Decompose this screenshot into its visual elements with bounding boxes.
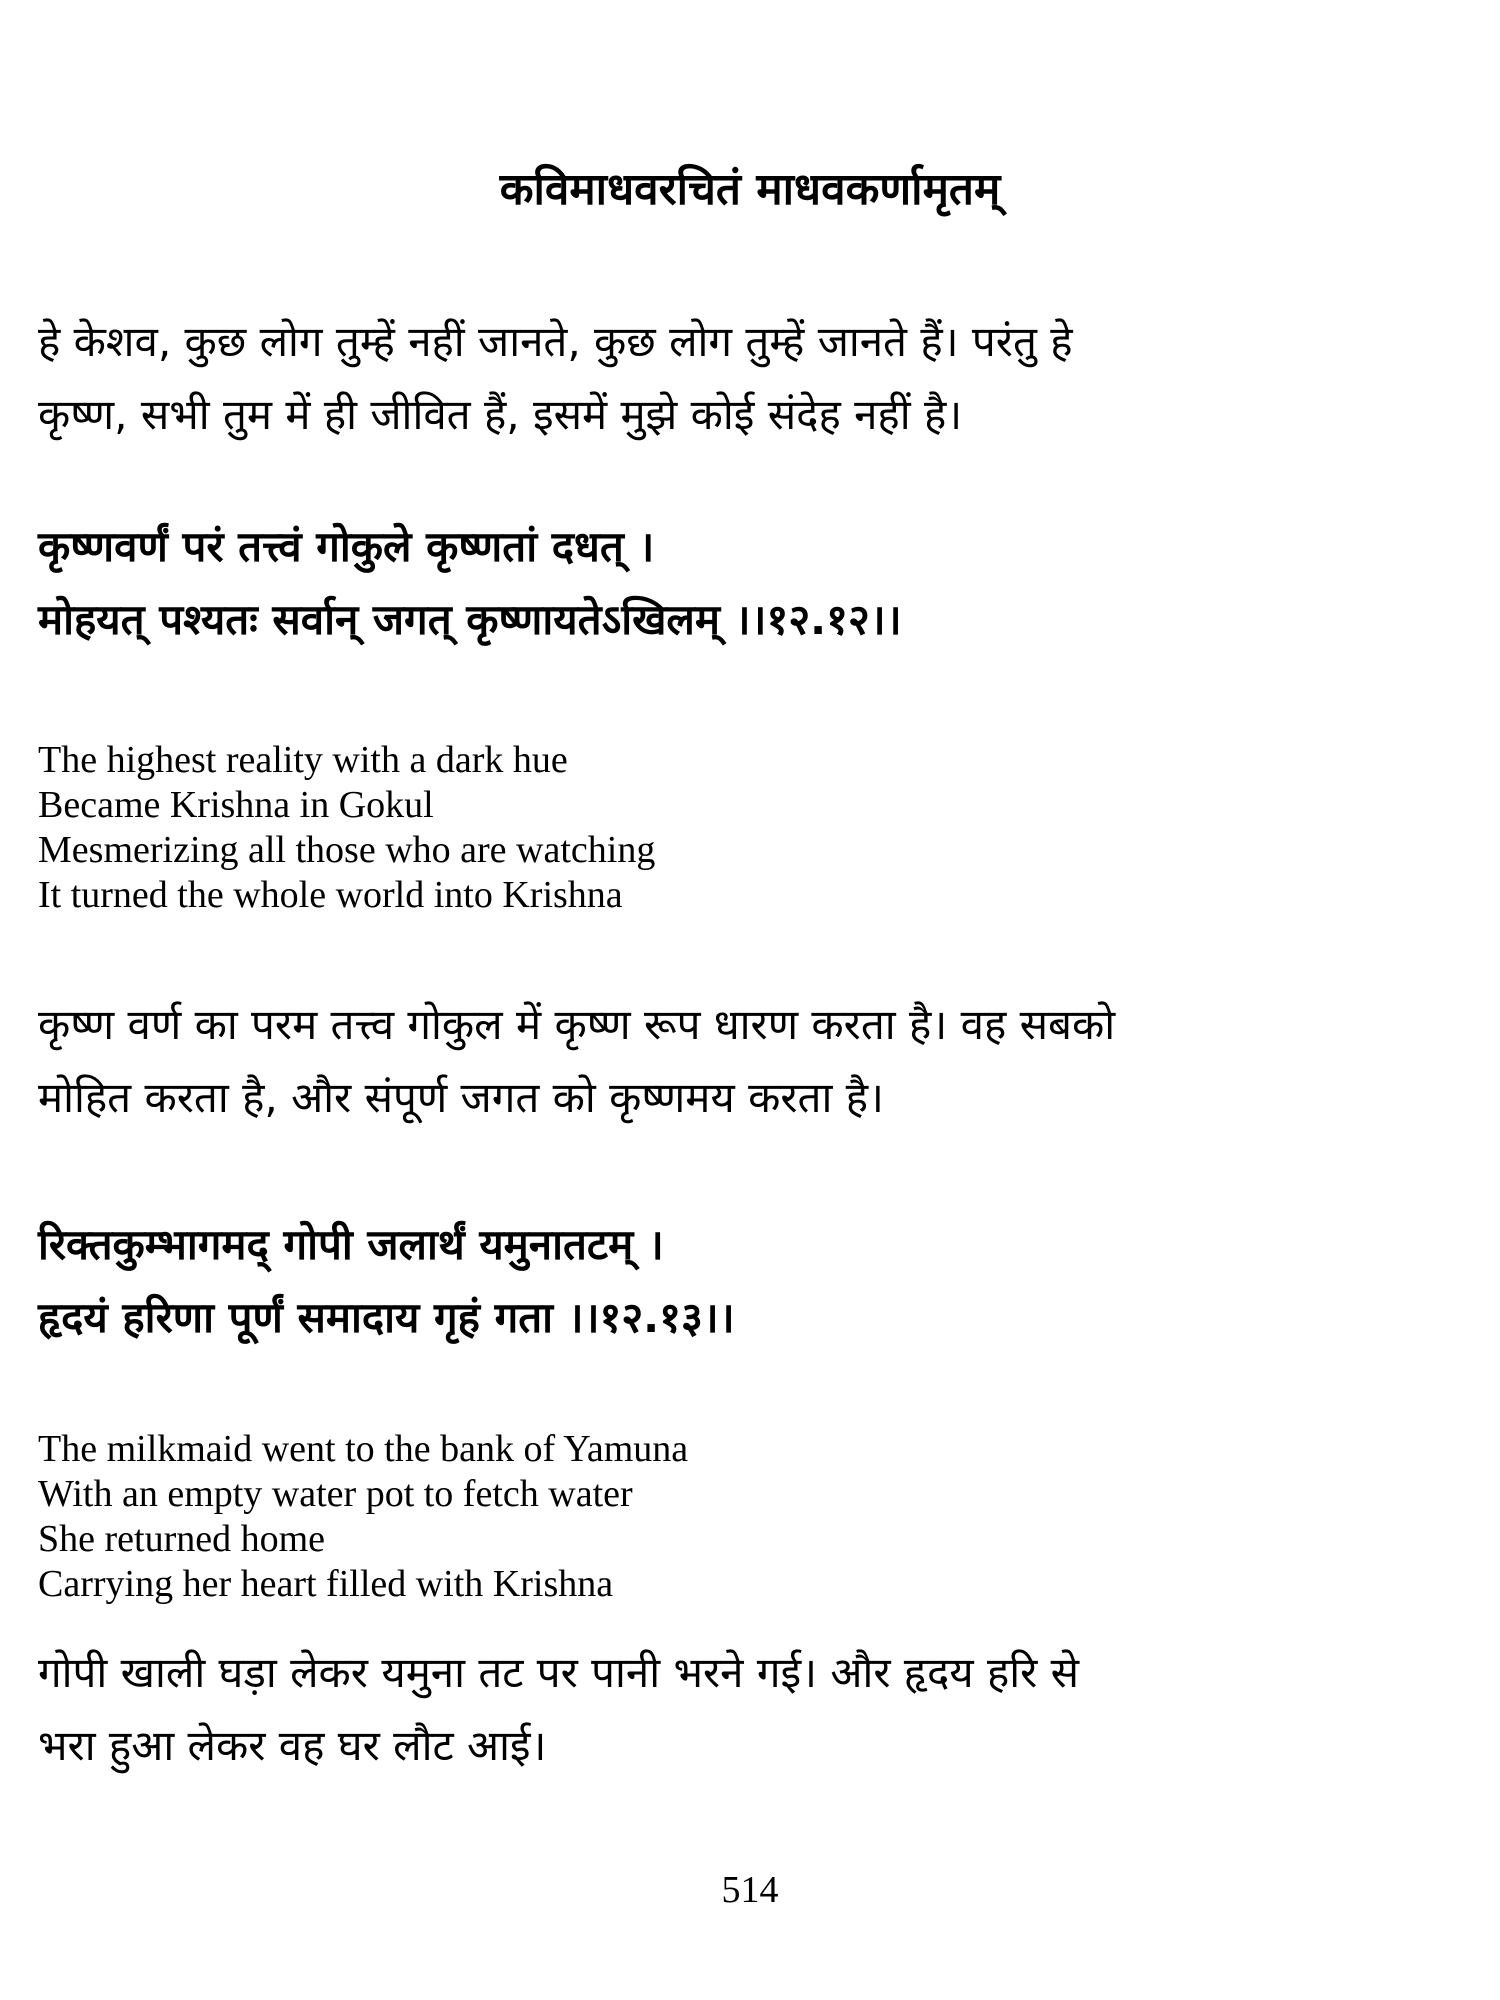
verse-english xyxy=(38,738,1238,918)
verse-sanskrit-line: रिक्तकुम्भागमद् गोपी जलार्थं यमुनातटम् । xyxy=(38,1220,664,1269)
verse-english-line: Became Krishna in Gokul xyxy=(38,784,434,826)
verse-sanskrit-line: कृष्णवर्णं परं तत्त्वं गोकुले कृष्णतां दधत् । xyxy=(38,522,655,571)
verse-hindi-line: मोहित करता है, और संपूर्ण जगत को कृष्णमय करता है। xyxy=(38,1073,884,1122)
intro-line: हे केशव, कुछ लोग तुम्हें नहीं जानते, कुछ लोग तुम्हें जानते हैं। परंतु हे xyxy=(38,317,1073,366)
page-number: 514 xyxy=(721,1869,779,1911)
verse-hindi-line: कृष्ण वर्ण का परम तत्त्व गोकुल में कृष्ण रूप धारण करता है। वह सबको xyxy=(38,1000,1116,1049)
verse-english xyxy=(38,1427,1238,1607)
verse-sanskrit xyxy=(38,510,1478,656)
verse-english-line: It turned the whole world into Krishna xyxy=(38,874,623,916)
verse-hindi-line: गोपी खाली घड़ा लेकर यमुना तट पर पानी भरने गई। और हृदय हरि से xyxy=(38,1648,1080,1697)
verse-english-line: She returned home xyxy=(38,1518,326,1560)
verse-english-line: The highest reality with a dark hue xyxy=(38,739,568,781)
verse-hindi xyxy=(38,988,1478,1134)
verse-sanskrit xyxy=(38,1208,1478,1354)
verse-hindi xyxy=(38,1636,1478,1782)
verse-english-line: With an empty water pot to fetch water xyxy=(38,1473,633,1515)
verse-english-line: The milkmaid went to the bank of Yamuna xyxy=(38,1428,689,1470)
verse-english-line: Mesmerizing all those who are watching xyxy=(38,829,656,871)
verse-sanskrit-line: मोहयत् पश्यतः सर्वान् जगत् कृष्णायतेऽखिलम् ।।१२.१२।। xyxy=(38,595,902,644)
page-title: कविमाधवरचितं माधवकर्णामृतम् xyxy=(499,164,1001,215)
verse-sanskrit-line: हृदयं हरिणा पूर्णं समादाय गृहं गता ।।१२.१३।। xyxy=(38,1293,735,1342)
verse-hindi-line: भरा हुआ लेकर वह घर लौट आई। xyxy=(38,1721,547,1770)
intro-paragraph xyxy=(38,305,1478,451)
intro-line: कृष्ण, सभी तुम में ही जीवित हैं, इसमें मुझे कोई संदेह नहीं है। xyxy=(38,390,963,439)
verse-english-line: Carrying her heart filled with Krishna xyxy=(38,1563,614,1605)
